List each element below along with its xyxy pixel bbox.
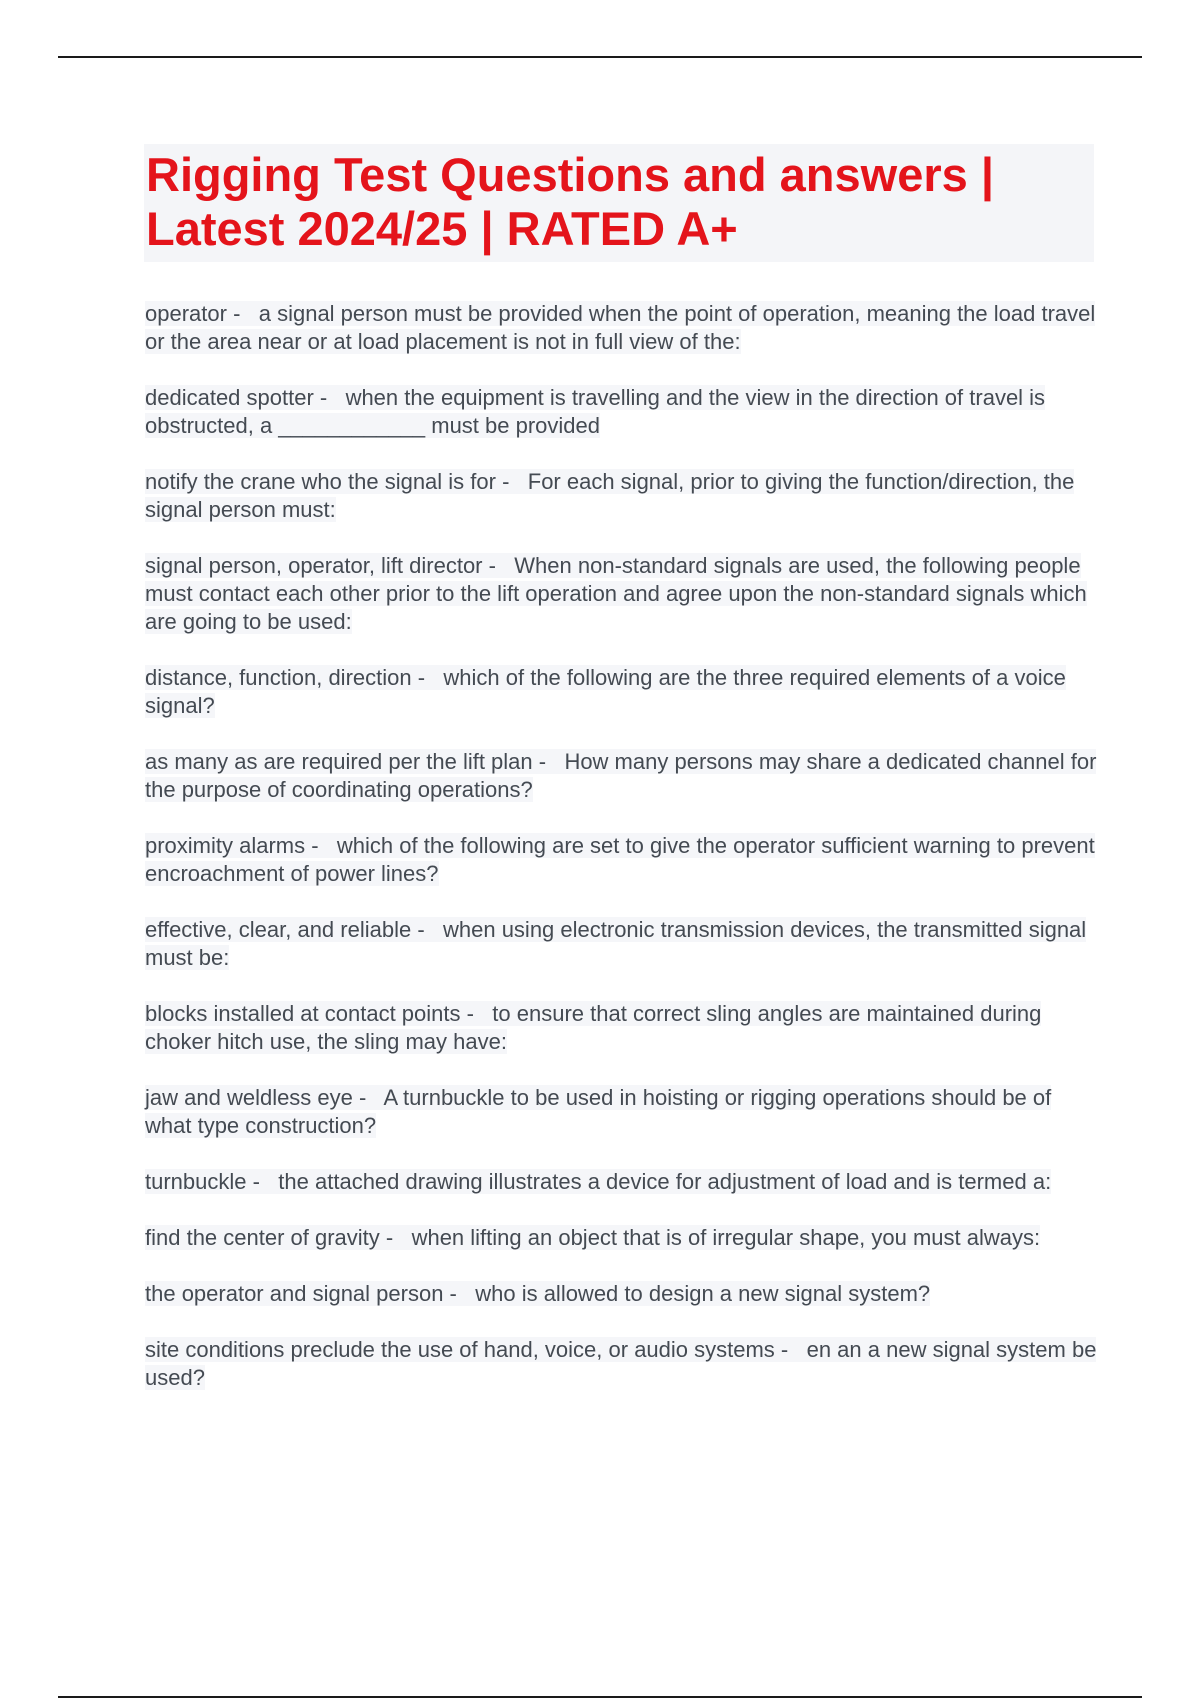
qa-answer: site conditions preclude the use of hand, voice, or audio systems [145, 1337, 775, 1362]
qa-text [145, 749, 1096, 802]
qa-item [145, 1280, 1097, 1308]
qa-text [145, 1281, 930, 1306]
qa-text [145, 1001, 1041, 1054]
qa-answer: proximity alarms [145, 833, 306, 858]
qa-separator: - [532, 749, 565, 774]
qa-separator: - [482, 553, 515, 578]
qa-question: For each signal, prior to giving the function/direction, the signal person must: [145, 469, 1075, 522]
qa-answer: effective, clear, and reliable [145, 917, 412, 942]
qa-separator: - [774, 1337, 807, 1362]
qa-text [145, 553, 1087, 634]
qa-text [145, 1169, 1051, 1194]
qa-separator: - [313, 385, 346, 410]
qa-text [145, 469, 1074, 522]
qa-item [145, 552, 1097, 636]
qa-item [145, 1168, 1097, 1196]
qa-item [145, 468, 1097, 524]
qa-item [145, 1084, 1097, 1140]
qa-question: How many persons may share a dedicated channel for the purpose of coordinating operations? [145, 749, 1097, 802]
qa-answer: as many as are required per the lift plan [145, 749, 533, 774]
qa-question: A turnbuckle to be used in hoisting or rigging operations should be of what type construction? [145, 1085, 1052, 1138]
qa-item [145, 1224, 1097, 1252]
qa-question: en an a new signal system be used? [145, 1337, 1097, 1390]
qa-question: who is allowed to design a new signal system? [475, 1281, 931, 1306]
qa-separator: - [495, 469, 528, 494]
qa-answer: operator [145, 301, 227, 326]
qa-text [145, 385, 1045, 438]
qa-answer: the operator and signal person [145, 1281, 444, 1306]
qa-separator: - [226, 301, 259, 326]
qa-answer: distance, function, direction [145, 665, 412, 690]
qa-item [145, 916, 1097, 972]
qa-separator: - [246, 1169, 279, 1194]
qa-separator: - [379, 1225, 412, 1250]
qa-text [145, 665, 1066, 718]
qa-list [145, 300, 1097, 1420]
qa-answer: turnbuckle [145, 1169, 247, 1194]
qa-question: the attached drawing illustrates a device for adjustment of load and is termed a: [278, 1169, 1052, 1194]
qa-item [145, 1000, 1097, 1056]
qa-separator: - [460, 1001, 493, 1026]
top-rule [58, 56, 1142, 58]
qa-text [145, 301, 1095, 354]
qa-separator: - [443, 1281, 476, 1306]
qa-answer: find the center of gravity [145, 1225, 380, 1250]
qa-question: when the equipment is travelling and the view in the direction of travel is obstructed, a ____________ must be provided [145, 385, 1046, 438]
qa-item [145, 300, 1097, 356]
qa-text [145, 917, 1086, 970]
title-block [144, 144, 1094, 262]
qa-question: which of the following are the three required elements of a voice signal? [145, 665, 1066, 718]
qa-item [145, 384, 1097, 440]
qa-text [145, 1337, 1096, 1390]
qa-question: which of the following are set to give the operator sufficient warning to prevent encroachment of power lines? [145, 833, 1095, 886]
qa-separator: - [305, 833, 337, 858]
qa-question: a signal person must be provided when the point of operation, meaning the load travel or the area near or at load placement is not in full view of the: [145, 301, 1096, 354]
bottom-rule [58, 1696, 1142, 1698]
qa-text [145, 833, 1095, 886]
qa-answer: notify the crane who the signal is for [145, 469, 496, 494]
qa-answer: blocks installed at contact points [145, 1001, 461, 1026]
qa-answer: dedicated spotter [145, 385, 314, 410]
qa-text [145, 1225, 1040, 1250]
qa-separator: - [352, 1085, 384, 1110]
qa-question: When non-standard signals are used, the following people must contact each other prior to the lift operation and agree upon the non-standard signals which are going to be used: [145, 553, 1087, 634]
qa-question: when using electronic transmission devices, the transmitted signal must be: [145, 917, 1087, 970]
qa-text [145, 1085, 1051, 1138]
qa-item [145, 748, 1097, 804]
qa-question: when lifting an object that is of irregular shape, you must always: [411, 1225, 1041, 1250]
qa-question: to ensure that correct sling angles are maintained during choker hitch use, the sling may have: [145, 1001, 1042, 1054]
qa-item [145, 664, 1097, 720]
qa-separator: - [411, 917, 443, 942]
document-title: Rigging Test Questions and answers | Latest 2024/25 | RATED A+ [146, 148, 994, 255]
qa-item [145, 1336, 1097, 1392]
qa-item [145, 832, 1097, 888]
qa-answer: signal person, operator, lift director [145, 553, 483, 578]
qa-separator: - [411, 665, 444, 690]
qa-answer: jaw and weldless eye [145, 1085, 353, 1110]
